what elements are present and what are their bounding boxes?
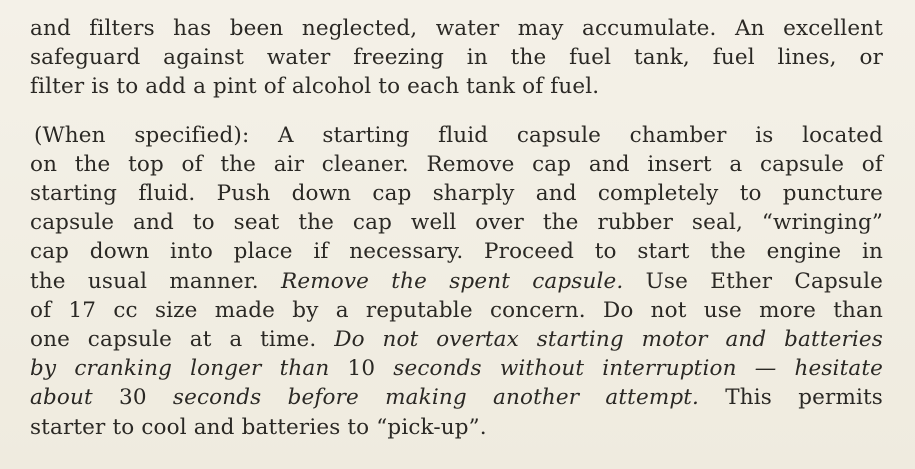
text-line: by cranking longer than 10 seconds without interruption — hesitate (30, 356, 883, 382)
text-line: capsule and to seat the cap well over the rubber seal, “wringing” (30, 210, 883, 236)
text-line: of 17 cc size made by a reputable concern. Do not use more than (30, 297, 883, 323)
italic-emphasis: about (30, 385, 93, 411)
text-line: about 30 seconds before making another attempt. This permits (30, 385, 883, 411)
text-line: on the top of the air cleaner. Remove cap and insert a capsule of (30, 151, 883, 177)
italic-emphasis: seconds before making another attempt. (172, 385, 700, 411)
text-line: safeguard against water freezing in the fuel tank, fuel lines, or (30, 45, 883, 71)
paragraph-fuel-water (30, 14, 885, 102)
italic-emphasis: Remove the spent capsule. (281, 268, 624, 294)
text-line: cap down into place if necessary. Proceed to start the engine in (30, 239, 883, 265)
text-line: (When specified): A starting fluid capsule chamber is located (34, 122, 883, 148)
italic-emphasis: seconds without interruption — hesitate (393, 356, 883, 382)
text-line: starter to cool and batteries to “pick-up”. (30, 414, 487, 440)
paragraph-starting-fluid (30, 121, 885, 442)
italic-emphasis: Do not overtax starting motor and batteries (334, 327, 883, 353)
text-line: the usual manner. Remove the spent capsule. Use Ether Capsule (30, 268, 883, 294)
text-line: starting fluid. Push down cap sharply and completely to puncture (30, 181, 883, 207)
italic-emphasis: by cranking longer than (30, 356, 330, 382)
text-line: one capsule at a time. Do not overtax starting motor and batteries (30, 327, 883, 353)
text-line: and filters has been neglected, water may accumulate. An excellent (30, 16, 883, 41)
text-line: filter is to add a pint of alcohol to each tank of fuel. (30, 74, 600, 100)
